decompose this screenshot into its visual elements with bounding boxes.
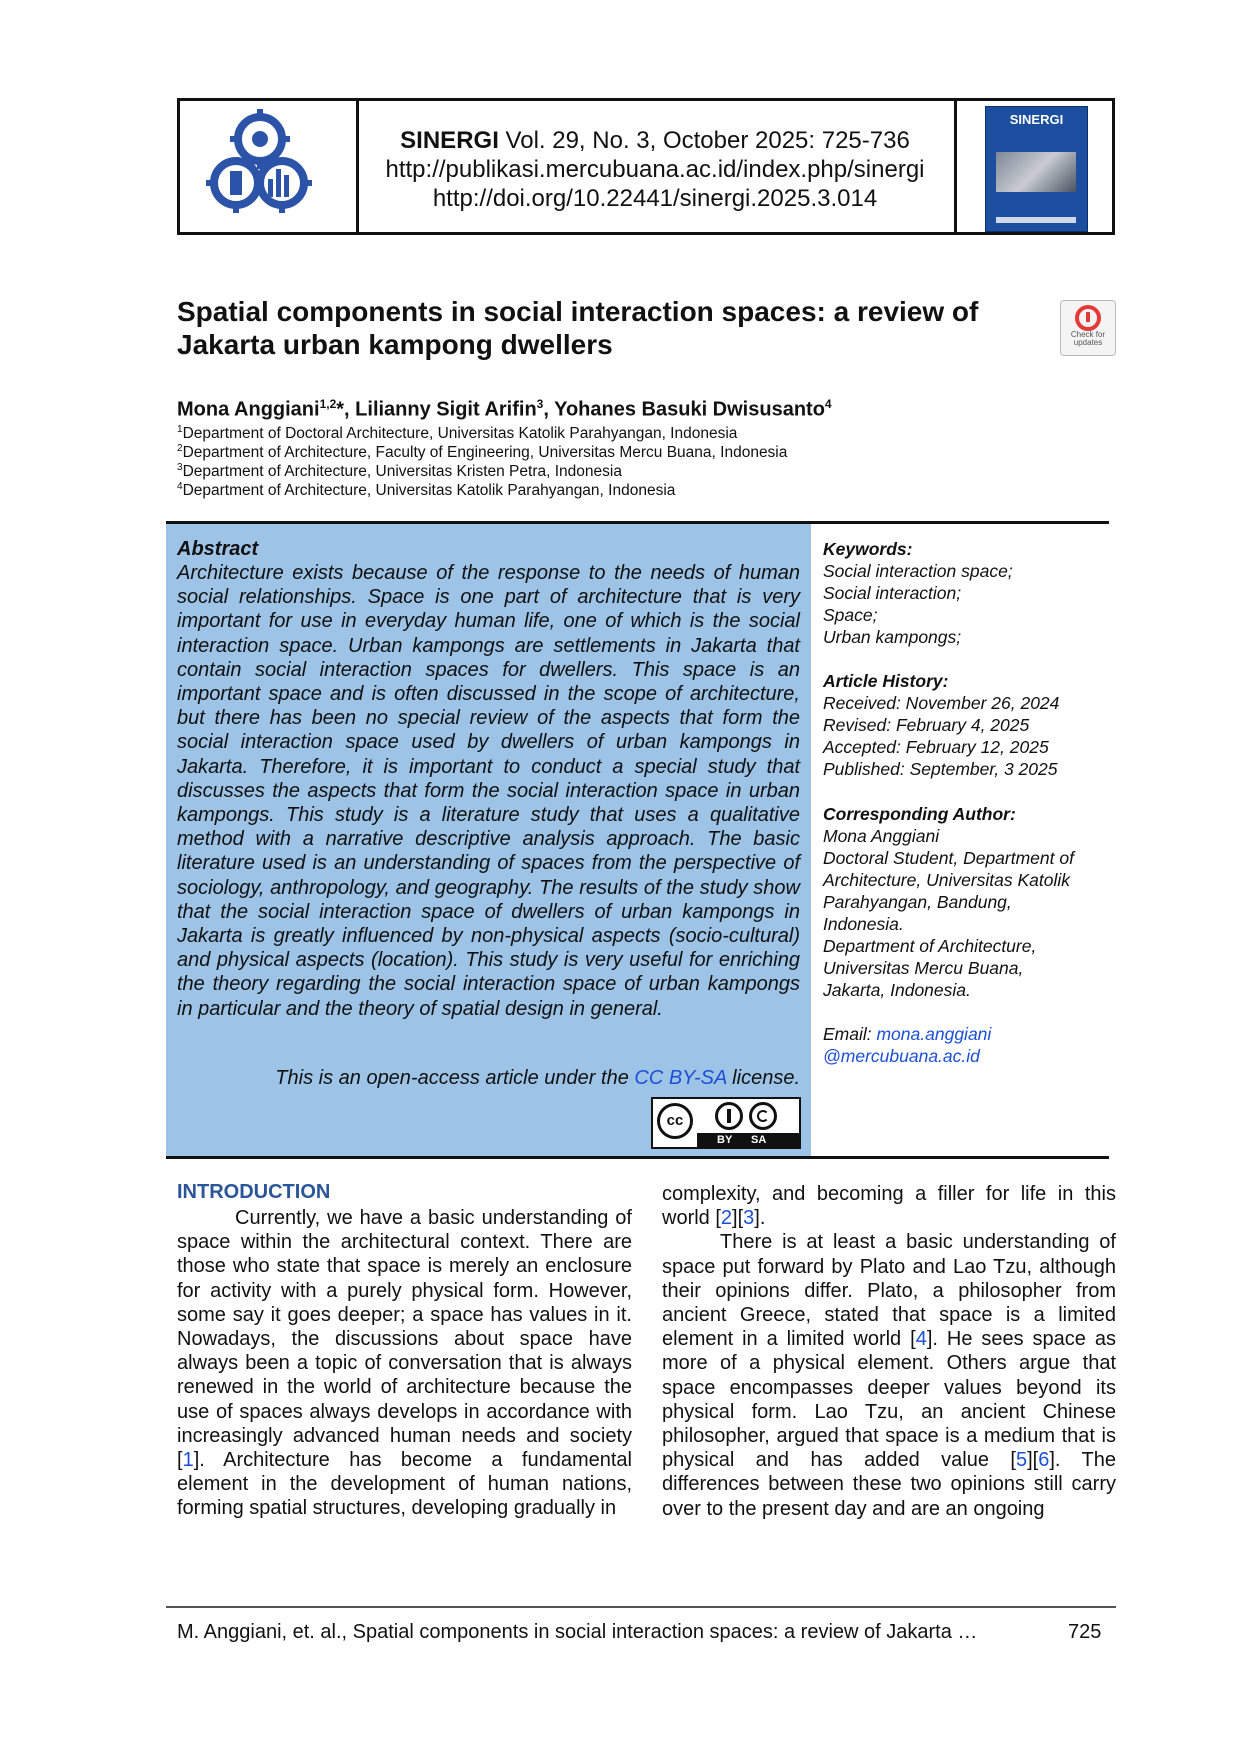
paragraph-text: Currently, we have a basic understanding of space within the architectural context. There are those who state that space is merely an enclosure for activity with a purely physical form. However, some say it goes deeper; a space has values in it. Nowadays, the discussions about space have always been a topic of conversation that is always renewed in the world of architecture because the use of spaces always develops in accordance with increasingly advanced human needs and society [177, 1207, 632, 1447]
corresponding-line: Department of Architecture, [823, 936, 1037, 956]
doi-url[interactable]: http://doi.org/10.22441/sinergi.2025.3.014 [432, 185, 878, 212]
affiliation [177, 443, 787, 462]
body-column-left [177, 1206, 632, 1521]
keyword: Space; [823, 605, 878, 625]
citation-link[interactable]: 6 [1038, 1449, 1050, 1472]
author-name: Mona Anggiani [177, 398, 320, 421]
affiliation [177, 462, 622, 481]
corresponding-line: Doctoral Student, Department of [823, 848, 1074, 868]
license-post: license. [726, 1067, 800, 1089]
affiliation-num: 4 [177, 481, 183, 492]
history-item: Received: November 26, 2024 [823, 693, 1060, 713]
email-label: Email: [823, 1024, 877, 1044]
introduction-heading: INTRODUCTION [177, 1181, 331, 1203]
corresponding-heading: Corresponding Author: [823, 804, 1016, 824]
author-sep: *, [336, 398, 356, 421]
corresponding-line: Universitas Mercu Buana, [823, 958, 1024, 978]
author-name: Lilianny Sigit Arifin [355, 398, 537, 421]
citation-link[interactable]: 4 [915, 1328, 927, 1351]
corresponding-line: Jakarta, Indonesia. [823, 980, 971, 1000]
affiliation-text: Department of Architecture, Faculty of Engineering, Universitas Mercu Buana, Indonesia [182, 444, 788, 462]
citation-link[interactable]: 2 [720, 1207, 733, 1230]
cover-title: SINERGI [1009, 112, 1064, 127]
gears-logo-icon [180, 101, 356, 232]
article-history-section [823, 670, 1103, 780]
footer-citation: M. Anggiani, et. al., Spatial components in social interaction spaces: a review of Jakarta … [177, 1621, 978, 1643]
paragraph-text: complexity, and becoming a filler for life in this world [662, 1183, 1116, 1230]
affiliation-num: 3 [177, 462, 183, 473]
check-for-updates-badge[interactable] [1060, 300, 1116, 356]
affiliation-num: 1 [177, 424, 183, 435]
history-item: Published: September, 3 2025 [823, 759, 1058, 779]
author-sup: 1,2 [319, 397, 337, 411]
email-link-domain[interactable]: @mercubuana.ac.id [823, 1046, 980, 1066]
page-number: 725 [1068, 1621, 1102, 1643]
cc-sa-label: SA [751, 1134, 767, 1146]
keyword: Urban kampongs; [823, 627, 962, 647]
paragraph-text: . Architecture has become a fundamental element in the development of human nations, forming spatial structures, developing gradually in [177, 1449, 632, 1520]
corresponding-author-section [823, 803, 1103, 1001]
journal-issue-line [356, 126, 954, 155]
corresponding-line: Mona Anggiani [823, 826, 940, 846]
corresponding-line: Indonesia. [823, 914, 904, 934]
paragraph: There is at least a basic understanding of space put forward by Plato and Lao Tzu, although their opinions differ. Plato, a philosopher from ancient Greece, stated that space is a limited element in a limited world [4]. He sees space as more of a physical element. Others argue that space encompasses deeper values beyond its physical form. Lao Tzu, an ancient Chinese philosopher, argued that space is a medium that is physical and has added value [5][6]. The differences between these two opinions still carry over to the present day and are an ongoing [662, 1231, 1116, 1520]
affiliation-text: Department of Doctoral Architecture, Universitas Katolik Parahyangan, Indonesia [182, 425, 738, 443]
attribution-icon [715, 1102, 743, 1130]
cc-by-sa-badge[interactable] [651, 1097, 801, 1149]
paper-title: Spatial components in social interaction spaces: a review of Jakarta urban kampong dwellers [177, 296, 979, 360]
journal-name: SINERGI [400, 127, 499, 154]
author-name: Yohanes Basuki Dwisusanto [554, 398, 825, 421]
author-sup: 4 [824, 397, 832, 411]
keyword: Social interaction space; [823, 561, 1013, 581]
cc-by-label: BY [717, 1134, 733, 1146]
paragraph-text: . The differences between these two opinions still carry over to the present day and are an ongoing [662, 1449, 1116, 1520]
paragraph: complexity, and becoming a filler for life in this world [2][3]. [662, 1183, 1116, 1230]
affiliation-text: Department of Architecture, Universitas Katolik Parahyangan, Indonesia [182, 482, 676, 500]
citation-link[interactable]: 1 [182, 1449, 194, 1472]
abstract-heading: Abstract [177, 538, 259, 560]
corresponding-line: Architecture, Universitas Katolik [823, 870, 1071, 890]
citation-link[interactable]: 3 [743, 1207, 755, 1230]
journal-header [177, 98, 1115, 235]
check-line-1: Check for [1070, 330, 1106, 339]
bookmark-icon [1075, 305, 1101, 331]
corresponding-line: Parahyangan, Bandung, [823, 892, 1012, 912]
paragraph: Currently, we have a basic understanding of space within the architectural context. There are those who state that space is merely an enclosure for activity with a purely physical form. However, some say it goes deeper; a space has values in it. Nowadays, the discussions about space have always been a topic of conversation that is always renewed in the world of architecture because the use of spaces always develops in accordance with increasingly advanced human needs and society [1]. Architecture has become a fundamental element in the development of human nations, forming spatial structures, developing gradually in [177, 1207, 632, 1520]
cover-bar [996, 217, 1076, 223]
affiliation [177, 481, 675, 500]
journal-url[interactable]: http://publikasi.mercubuana.ac.id/index.php/sinergi [385, 156, 925, 183]
license-statement [177, 1067, 800, 1090]
cc-strip [697, 1133, 799, 1147]
journal-info [356, 101, 957, 232]
history-heading: Article History: [823, 671, 949, 691]
body-column-right [662, 1182, 1116, 1521]
abstract-text: Architecture exists because of the response to the needs of human social relationships. Space is one part of architecture that is very important for use in everyday human life, one of which is the social interaction space. Urban kampongs are settlements in Jakarta that contain social interaction spaces for dwellers. This space is an important space and is often discussed in the scope of architecture, but there has been no special review of the aspects that form the social interaction space used by dwellers of urban kampongs in Jakarta. Therefore, it is important to conduct a special study that discusses the aspects that form the social interaction space in urban kampongs. This study is a literature study that uses a qualitative method with a narrative descriptive analysis approach. The basic literature used is an understanding of spaces from the perspective of sociology, anthropology, and geography. The results of the study show that the social interaction space of dwellers of urban kampongs in Jakarta is greatly influenced by non-physical aspects (socio-cultural) and physical aspects (location). This study is very useful for enriching the theory regarding the social interaction space of urban kampongs in particular and the theory of spatial design in general. [177, 562, 800, 1020]
cover-cell [954, 101, 1112, 232]
affiliation [177, 424, 737, 443]
paragraph-text: There is at least a basic understanding of space put forward by Plato and Lao Tzu, although their opinions differ. Plato, a philosopher from ancient Greece, stated that space is a limited element in a limited world [662, 1231, 1116, 1351]
keyword: Social interaction; [823, 583, 962, 603]
keywords-section [823, 538, 1103, 648]
logo-cell [180, 101, 359, 232]
share-alike-icon [749, 1102, 777, 1130]
journal-issue: Vol. 29, No. 3, October 2025: 725-736 [505, 127, 910, 154]
affiliation-text: Department of Architecture, Universitas Kristen Petra, Indonesia [182, 463, 622, 481]
author-sep: , [543, 398, 555, 421]
citation-link[interactable]: 5 [1015, 1449, 1028, 1472]
check-line-2: updates [1073, 338, 1103, 347]
paragraph-text: . He sees space as more of a physical element. Others argue that space encompasses deeper values beyond its physical form. Lao Tzu, an ancient Chinese philosopher, argued that space is a medium that is physical and has added value [662, 1328, 1116, 1472]
affiliation-num: 2 [177, 443, 183, 454]
journal-cover-image [985, 106, 1088, 232]
license-pre: This is an open-access article under the [275, 1067, 635, 1089]
email-link[interactable]: mona.anggiani [876, 1024, 992, 1044]
footer-divider [166, 1606, 1116, 1608]
keywords-heading: Keywords: [823, 539, 913, 559]
divider-bottom [166, 1156, 1109, 1159]
license-link[interactable]: CC BY-SA [634, 1067, 727, 1089]
history-item: Revised: February 4, 2025 [823, 715, 1030, 735]
cover-photo [996, 152, 1076, 192]
cc-icon: cc [657, 1103, 693, 1139]
author-list [177, 397, 832, 422]
author-sup: 3 [536, 397, 544, 411]
history-item: Accepted: February 12, 2025 [823, 737, 1049, 757]
email-section [823, 1023, 1103, 1067]
